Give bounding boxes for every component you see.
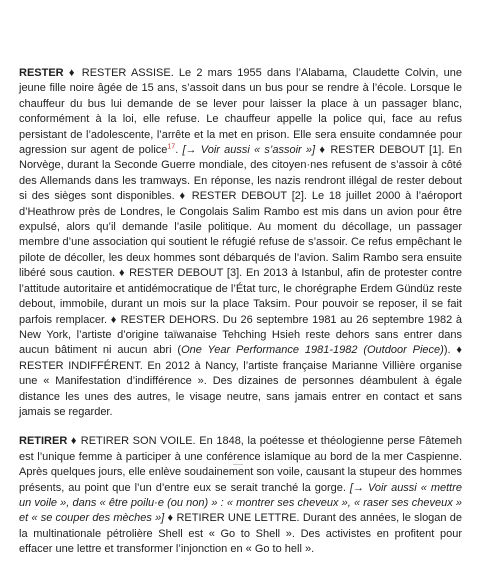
entry-retirer: [19, 434, 462, 557]
entry-text: ♦ RESTER ASSISE. Le 2 mars 1955 dans l’Alabama, Claudette Colvin, une jeune fille noire âgée de 15 ans, s’assoit dans un bus pour se rendre à l’école. Lorsque le chauffeur du bus lui demande de se lever pour laisser la place à un passager blanc, conformément à la loi, elle refuse. Le chauffeur appelle la police qui, face au refus persistant de l’adolescente, l’arrête et la met en prison. Elle sera ensuite condamnée pour agression sur agent de police: [19, 67, 462, 157]
entry-rester: [19, 66, 462, 420]
page-rule: [233, 464, 243, 465]
headword-rester: RESTER: [19, 67, 64, 79]
artwork-title: One Year Performance 1981-1982 (Outdoor Piece): [181, 344, 444, 357]
entry-text: ♦ RETIRER SON VOILE. En 1848, la poétesse et théologienne perse Fâtemeh est l’unique femme à participer à une conférence islamique au bord de la mer Caspienne. Après quelques jours, elle enlève soudainement son voile, causant la stupeur des hommes présents, au point que l’un d’entre eux se serait tranché la gorge.: [19, 435, 462, 494]
entry-text: ♦ RESTER DEBOUT [1]. En Norvège, durant la Seconde Guerre mondiale, des citoyen·nes refusent de s’assoir à côté des Allemands dans les tramways. En réponse, les nazis rendront illégal de rester debout si des sièges sont disponibles. ♦ RESTER DEBOUT [2]. Le 18 juillet 2000 à l’aéroport d’Heathrow près de Londres, le Congolais Salim Rambo est mis dans un avion pour être expulsé, alors qu’il demande l’asile politique. Au moment du décollage, un passager membre d’une association qui soutient le réfugié refuse de s’assoir. Ce refus empêchant le pilote de décoller, les deux hommes sont débarqués de l’avion. Salim Rambo sera ensuite libéré sous caution. ♦ RESTER DEBOUT [3]. En 2013 à Istanbul, afin de protester contre l’attitude autoritaire et antidémocratique de l’État turc, le chorégraphe Erdem Gündüz reste debout, immobile, durant un mois sur la place Taksim. Pour pouvoir se reposer, il se fait parfois remplacer. ♦ RESTER DEHORS. Du 26 septembre 1981 au 26 septembre 1982 à New York, l’artiste d’origine taïwanaise Tehching Hsieh reste dehors sans entrer dans aucun bâtiment ni aucun abri (: [19, 144, 463, 357]
document-page: [19, 66, 462, 572]
cross-reference[interactable]: [→ Voir aussi « mettre un voile », dans « être poilu·e (ou non) » : « montrer ses cheveux », « raser ses cheveux » et « se couper des mèches »]: [19, 481, 463, 525]
footnote-ref[interactable]: 17: [167, 143, 176, 151]
headword-retirer: RETIRER: [19, 435, 68, 448]
entry-text: ♦ RETIRER UNE LETTRE. Durant des années, le slogan de la multinationale pétrolière Shell est « Go to Shell ». Des activistes en profitent pour effacer une lettre et transformer l’injonction en « Go to hell ».: [19, 512, 462, 556]
cross-reference[interactable]: [→ Voir aussi « s’assoir »]: [182, 144, 316, 157]
entry-text: ). ♦ RESTER INDIFFÉRENT. En 2012 à Nancy, l’artiste française Marianne Villière organise une « Manifestation d’indifférence ». Des dizaines de personnes déambulent à égale distance les unes des autres, le visage neutre, sans jamais entrer en contact et sans jamais se regarder.: [19, 344, 463, 418]
entry-text: .: [175, 144, 183, 157]
